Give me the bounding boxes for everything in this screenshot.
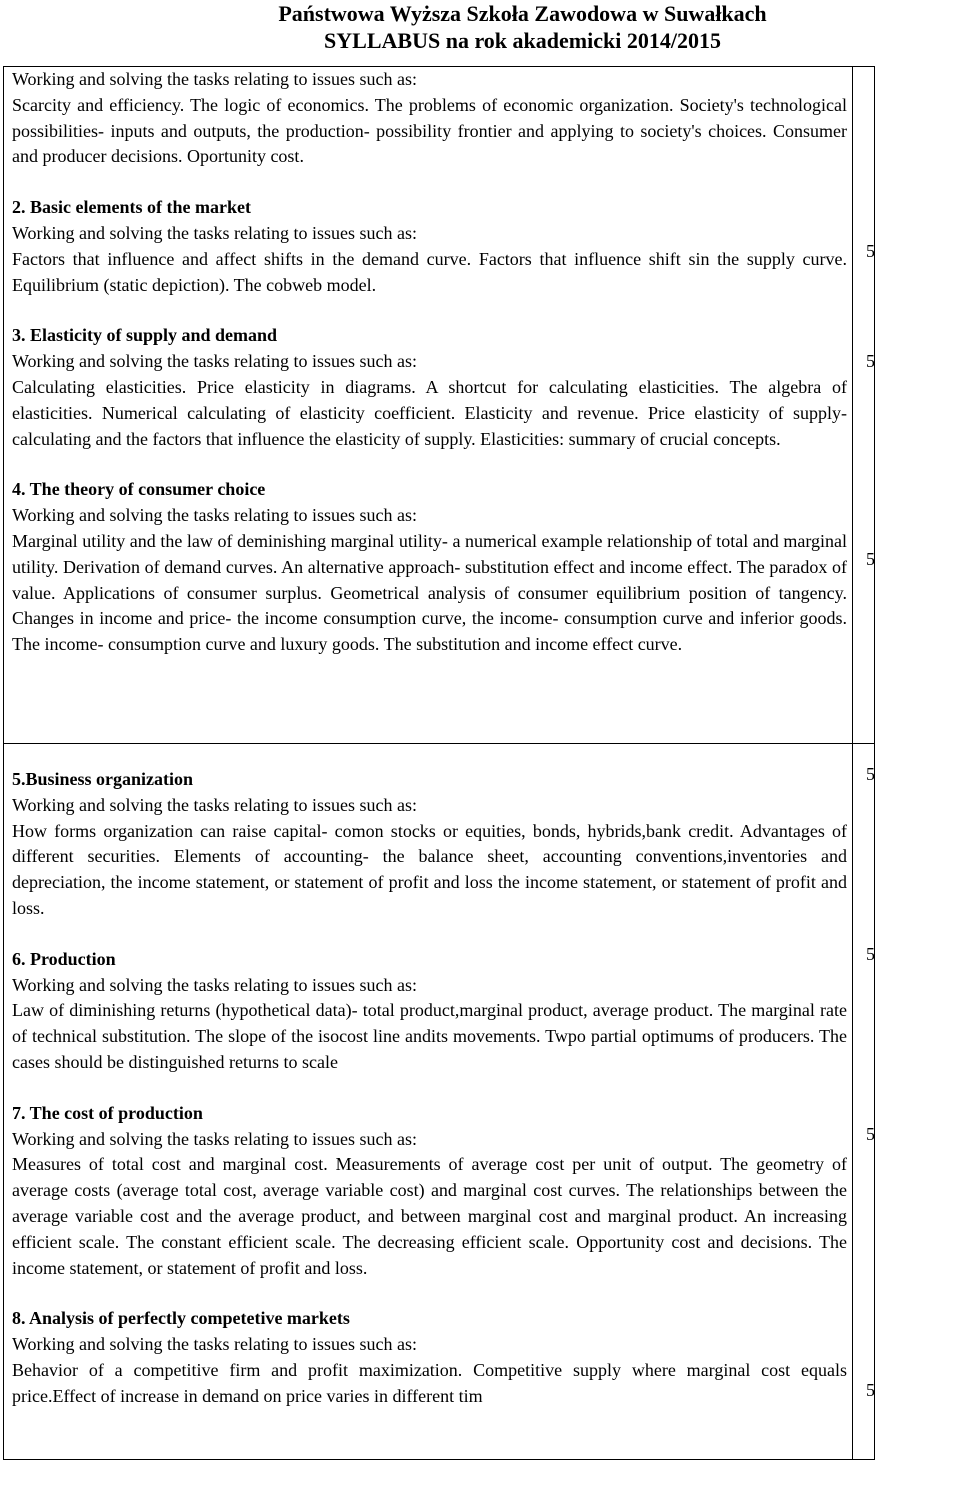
section-2 bbox=[12, 195, 847, 298]
hours-value: 5 bbox=[866, 1380, 875, 1400]
section-intro: Working and solving the tasks relating to issues such as: bbox=[12, 69, 417, 89]
hours-value: 5 bbox=[866, 944, 875, 964]
hours-value: 5 bbox=[866, 764, 875, 784]
section-body: Factors that influence and affect shifts in the demand curve. Factors that influence shift sin the supply curve. Equilibrium (static depiction). The cobweb model. bbox=[12, 248, 847, 295]
hours-value: 5 bbox=[866, 351, 875, 371]
syllabus-table bbox=[3, 66, 875, 1460]
section-title: 4. The theory of consumer choice bbox=[12, 479, 266, 500]
content-cell bbox=[4, 67, 853, 744]
syllabus-title: SYLLABUS na rok akademicki 2014/2015 bbox=[324, 28, 721, 53]
section-title: 3. Elasticity of supply and demand bbox=[12, 325, 278, 346]
section-3 bbox=[12, 323, 847, 452]
hours-value: 5 bbox=[866, 1124, 875, 1144]
section-intro: Working and solving the tasks relating to issues such as: bbox=[12, 974, 417, 995]
section-5 bbox=[12, 767, 847, 922]
section-intro: Working and solving the tasks relating to issues such as: bbox=[12, 505, 417, 526]
section-4 bbox=[12, 477, 847, 658]
section-8 bbox=[12, 1306, 847, 1409]
section-intro: Working and solving the tasks relating to issues such as: bbox=[12, 794, 417, 815]
section-title: 5.Business organization bbox=[12, 769, 194, 789]
hours-cell bbox=[853, 744, 875, 1460]
section-body: Scarcity and efficiency. The logic of economics. The problems of economic organization. Society's technological possibilities- inputs and outputs, the production- possibility frontier and applying to society's choices. Consumer and producer decisions. Oportunity cost. bbox=[12, 94, 847, 167]
section-body: Marginal utility and the law of deminishing marginal utility- a numerical example relationship of total and marginal utility. Derivation of demand curves. An alternative approach- substitution effect and income effect. The paradox of value. Applications of consumer surplus. Geometrical analysis of consumer equilibrium position of tangency. Changes in income and price- the income consumption curve, the income- consumption curve and inferior goods. The income- consumption curve and luxury goods. The substitution and income effect curve. bbox=[12, 530, 847, 655]
section-1-continued bbox=[12, 67, 847, 170]
section-7 bbox=[12, 1101, 847, 1282]
section-body: How forms organization can raise capital- comon stocks or equities, bonds, hybrids,bank credit. Advantages of different securities. Elements of accounting- the balance sheet, accounting conventions,inventories and depreciation, the income statement, or statement of profit and loss the income statement, or statement of profit and loss. bbox=[12, 820, 847, 918]
section-body: Measures of total cost and marginal cost. Measurements of average cost per unit of output. The geometry of average costs (average total cost, average variable cost) and marginal cost curves. The relationships between the average variable cost and the average product, and between marginal cost and marginal product. An increasing efficient scale. The constant efficient scale. The decreasing efficient scale. Opportunity cost and decisions. The income statement, or statement of profit and loss. bbox=[12, 1154, 847, 1278]
hours-value: 5 bbox=[866, 241, 875, 261]
section-intro: Working and solving the tasks relating to issues such as: bbox=[12, 222, 417, 243]
section-body: Law of diminishing returns (hypothetical data)- total product,marginal product, average product. The marginal rate of technical substitution. The slope of the isocost line andits movements. Twpo partial optimums of producers. The cases should be distinguished returns to scale bbox=[12, 1000, 847, 1072]
document-header bbox=[0, 0, 960, 54]
section-title: 6. Production bbox=[12, 948, 116, 969]
institution-name: Państwowa Wyższa Szkoła Zawodowa w Suwałkach bbox=[278, 1, 767, 26]
section-body: Behavior of a competitive firm and profit maximization. Competitive supply where marginal cost equals price.Effect of increase in demand on price varies in different tim bbox=[12, 1359, 847, 1406]
section-intro: Working and solving the tasks relating to issues such as: bbox=[12, 1128, 417, 1149]
content-cell bbox=[4, 744, 853, 1460]
hours-cell bbox=[853, 67, 875, 744]
section-6 bbox=[12, 947, 847, 1076]
section-title: 2. Basic elements of the market bbox=[12, 197, 251, 218]
section-intro: Working and solving the tasks relating to issues such as: bbox=[12, 351, 417, 372]
section-title: 8. Analysis of perfectly competetive markets bbox=[12, 1308, 350, 1329]
hours-value: 5 bbox=[866, 549, 875, 569]
section-body: Calculating elasticities. Price elasticity in diagrams. A shortcut for calculating elasticities. The algebra of elasticities. Numerical calculating of elasticity coefficient. Elasticity and revenue. Price elasticity of supply-calculating and the factors that influence the elasticity of supply. Elasticities: summary of crucial concepts. bbox=[12, 376, 847, 449]
section-intro: Working and solving the tasks relating to issues such as: bbox=[12, 1334, 417, 1355]
table-row bbox=[4, 744, 875, 1460]
table-row bbox=[4, 67, 875, 744]
section-title: 7. The cost of production bbox=[12, 1102, 203, 1123]
